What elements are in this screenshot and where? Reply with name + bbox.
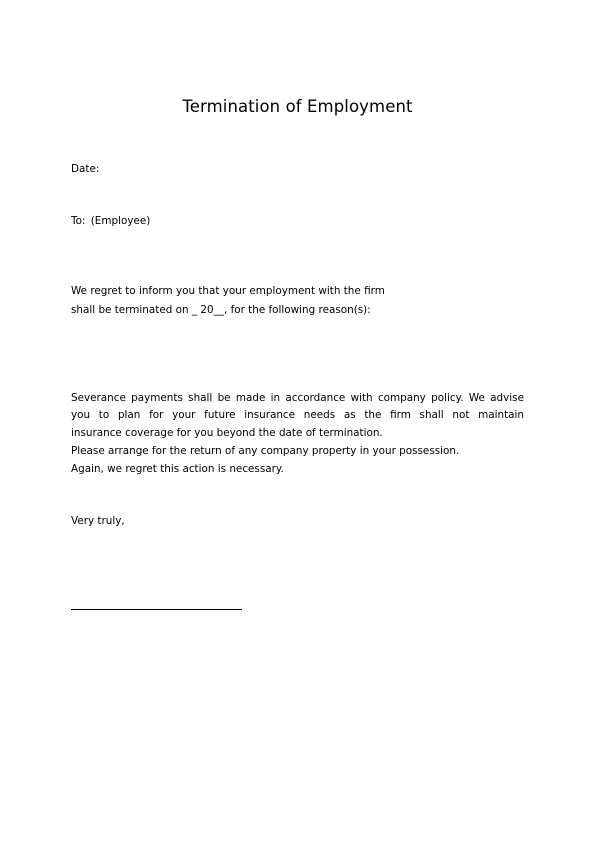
intro-line-1: We regret to inform you that your employment with the firm (71, 285, 385, 297)
body-text: you to plan for your future insurance needs as the firm shall not maintain (71, 409, 524, 421)
closing-line: Very truly, (71, 515, 125, 527)
body-line-5: Again, we regret this action is necessary. (71, 463, 284, 475)
date-label: Date: (71, 163, 100, 175)
body-line-2 (71, 408, 524, 422)
document-title: Termination of Employment (182, 97, 413, 116)
body-line-4: Please arrange for the return of any company property in your possession. (71, 445, 460, 457)
body-line-3: insurance coverage for you beyond the date of termination. (71, 427, 383, 439)
recipient-line: To: (Employee) (71, 215, 151, 227)
body-line-1 (71, 391, 524, 405)
body-text: Severance payments shall be made in accordance with company policy. We advise (71, 392, 524, 404)
intro-line-2: shall be terminated on _ 20__, for the following reason(s): (71, 304, 371, 316)
signature-line (71, 609, 242, 610)
